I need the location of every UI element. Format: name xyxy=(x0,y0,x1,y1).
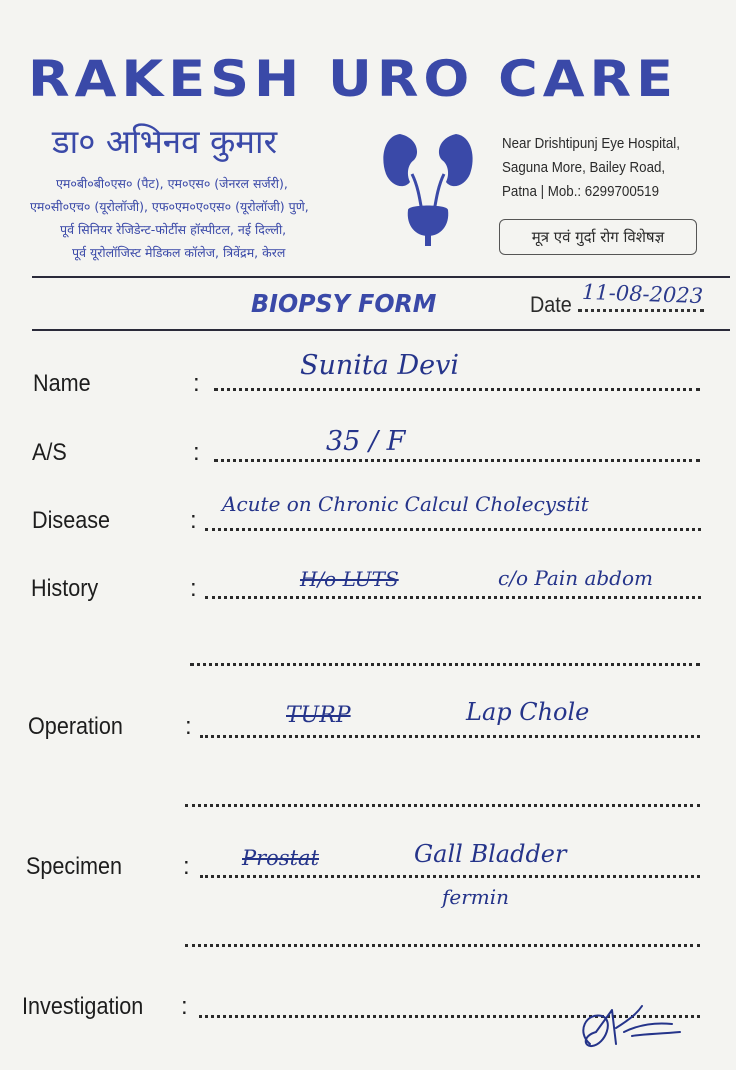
qualification-line: एम०सी०एच० (यूरोलॉजी), एफ०एम०ए०एस० (यूरोलॉजी) पुणे, xyxy=(30,199,309,214)
history-label: History xyxy=(31,575,99,602)
operation-dotted-line xyxy=(200,735,700,738)
qualification-line: पूर्व यूरोलॉजिस्ट मेडिकल कॉलेज, त्रिवेंद्रम, केरल xyxy=(72,245,286,260)
name-dotted-line xyxy=(214,388,700,391)
specimen-dotted-line-2 xyxy=(185,944,700,947)
history-value: c/o Pain abdom xyxy=(498,566,653,590)
name-colon: : xyxy=(193,370,200,397)
investigation-colon: : xyxy=(181,993,188,1020)
history-colon: : xyxy=(190,575,197,602)
specialty-badge: मूत्र एवं गुर्दा रोग विशेषज्ञ xyxy=(499,219,697,255)
age-sex-label: A/S xyxy=(32,439,67,466)
name-label: Name xyxy=(33,370,91,397)
header-divider xyxy=(32,276,730,278)
date-value: 11-08-2023 xyxy=(581,279,704,309)
specimen-colon: : xyxy=(183,853,190,880)
disease-dotted-line xyxy=(205,528,701,531)
name-value: Sunita Devi xyxy=(300,350,459,381)
specimen-value: Gall Bladder xyxy=(414,840,567,868)
signature-mark xyxy=(572,992,692,1058)
specimen-dotted-line xyxy=(200,875,700,878)
address-line: Patna | Mob.: 6299700519 xyxy=(502,184,660,200)
operation-colon: : xyxy=(185,713,192,740)
date-label: Date xyxy=(530,292,572,317)
clinic-name: RAKESH URO CARE xyxy=(28,50,679,108)
form-title: BIOPSY FORM xyxy=(251,289,437,318)
operation-value: Lap Chole xyxy=(466,698,590,726)
disease-value: Acute on Chronic Calcul Cholecystit xyxy=(222,492,589,516)
operation-dotted-line-2 xyxy=(185,804,700,807)
disease-colon: : xyxy=(190,507,197,534)
disease-label: Disease xyxy=(32,507,111,534)
specimen-struck-text: Prostat xyxy=(242,846,319,870)
doctor-name: डा० अभिनव कुमार xyxy=(52,122,278,161)
kidney-bladder-icon xyxy=(378,124,478,250)
operation-label: Operation xyxy=(28,713,123,740)
age-sex-value: 35 / F xyxy=(326,426,406,457)
age-sex-colon: : xyxy=(193,439,200,466)
operation-struck-text: TURP xyxy=(286,703,351,728)
title-divider xyxy=(32,329,730,331)
qualification-line: पूर्व सिनियर रेजिडेन्ट-फोर्टीस हॉस्पीटल, नई दिल्ली, xyxy=(60,222,287,237)
specimen-value-line-2: fermin xyxy=(442,885,510,909)
date-dotted-line xyxy=(578,309,704,312)
history-dotted-line xyxy=(205,596,701,599)
history-dotted-line-2 xyxy=(190,663,700,666)
age-sex-dotted-line xyxy=(214,459,700,462)
address-line: Saguna More, Bailey Road, xyxy=(502,160,666,176)
qualification-line: एम०बी०बी०एस० (पैट), एम०एस० (जेनरल सर्जरी), xyxy=(56,176,288,191)
history-struck-text: H/o LUTS xyxy=(300,567,399,591)
address-line: Near Drishtipunj Eye Hospital, xyxy=(502,136,680,152)
specimen-label: Specimen xyxy=(26,853,123,880)
investigation-label: Investigation xyxy=(22,993,144,1020)
